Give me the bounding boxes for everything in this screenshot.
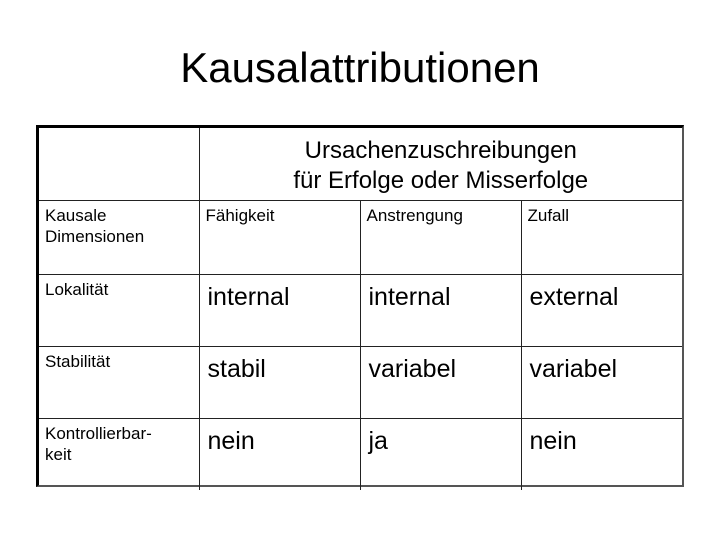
page-title: Kausalattributionen [180, 44, 540, 91]
dimension-header-line2: Dimensionen [45, 226, 145, 246]
cell-value: internal [360, 274, 521, 346]
cell-value: nein [199, 418, 360, 490]
attribution-table [36, 125, 684, 487]
column-header-anstrengung: Anstrengung [360, 200, 521, 274]
empty-corner-cell [39, 128, 199, 200]
cell-value: internal [199, 274, 360, 346]
row-label-kontrollierbarkeit [39, 418, 199, 490]
row-label-text: Stabilität [45, 351, 111, 371]
row-label-stabilitaet [39, 346, 199, 418]
row-label-lokalitaet [39, 274, 199, 346]
cell-value: variabel [521, 346, 682, 418]
causes-header-line1: Ursachenzuschreibungen [304, 137, 577, 164]
cell-value: ja [360, 418, 521, 490]
column-header-zufall: Zufall [521, 200, 682, 274]
table-row-kontrollierbarkeit [39, 418, 682, 490]
cell-value: stabil [199, 346, 360, 418]
row-label-line2: keit [45, 444, 72, 464]
causes-header [199, 128, 682, 200]
causes-header-line2: für Erfolge oder Misserfolge [293, 167, 589, 194]
dimension-header-line1: Kausale [45, 205, 107, 225]
cell-value: external [521, 274, 682, 346]
cell-value: variabel [360, 346, 521, 418]
dimension-header [39, 200, 199, 274]
row-label-line1: Kontrollierbar- [45, 423, 152, 443]
table-row-stabilitaet [39, 346, 682, 418]
table-row-lokalitaet [39, 274, 682, 346]
row-label-text: Lokalität [45, 279, 109, 299]
cell-value: nein [521, 418, 682, 490]
column-header-faehigkeit: Fähigkeit [199, 200, 360, 274]
